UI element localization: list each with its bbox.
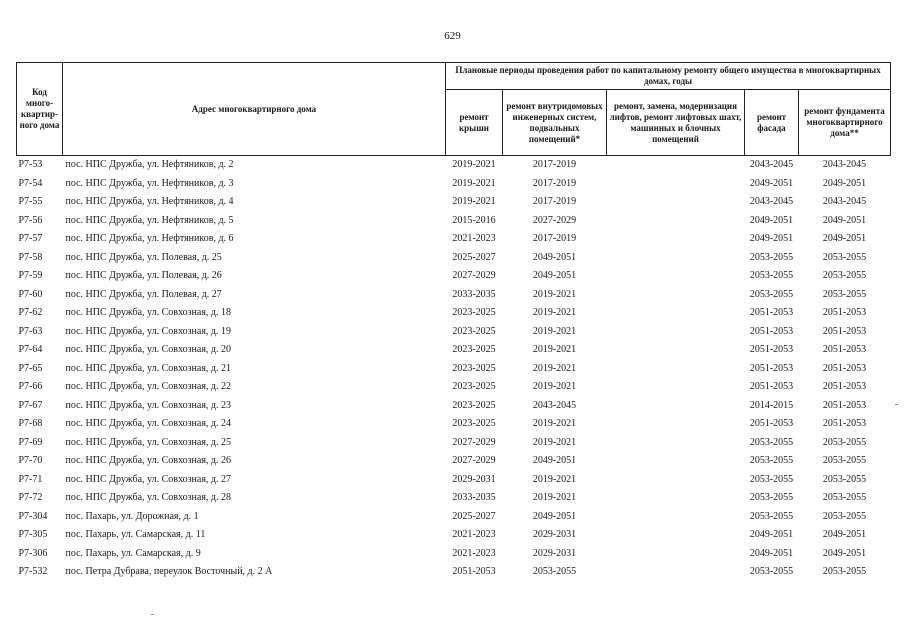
cell-code: Р7-69 xyxy=(18,436,43,448)
cell-lifts xyxy=(607,471,745,490)
cell-facade: 2053-2055 xyxy=(749,288,794,300)
cell-systems: 2019-2021 xyxy=(532,325,577,337)
cell-code: Р7-66 xyxy=(18,381,43,393)
cell-lifts xyxy=(607,397,745,416)
table-row xyxy=(17,156,891,175)
cell-code: Р7-305 xyxy=(18,529,48,541)
cell-address: пос. НПС Дружба, ул. Совхозная, д. 26 xyxy=(65,455,232,467)
header-foundation: ремонт фундамента многоквартирного дома** xyxy=(799,90,891,156)
cell-address: пос. Петра Дубрава, переулок Восточный, д. 2 А xyxy=(65,566,273,578)
cell-systems: 2019-2021 xyxy=(532,381,577,393)
cell-roof: 2021-2023 xyxy=(452,547,496,559)
cell-foundation: 2051-2053 xyxy=(822,399,867,411)
cell-roof: 2019-2021 xyxy=(452,177,496,189)
cell-address: пос. Пахарь, ул. Самарская, д. 11 xyxy=(65,529,206,541)
cell-roof: 2023-2025 xyxy=(452,399,496,411)
cell-address: пос. НПС Дружба, ул. Совхозная, д. 23 xyxy=(65,399,232,411)
cell-roof: 2023-2025 xyxy=(452,325,496,337)
cell-roof: 2021-2023 xyxy=(452,529,496,541)
cell-roof: 2027-2029 xyxy=(452,436,496,448)
cell-roof: 2033-2035 xyxy=(452,288,496,300)
cell-address: пос. НПС Дружба, ул. Совхозная, д. 28 xyxy=(65,492,232,504)
cell-roof: 2015-2016 xyxy=(452,214,496,226)
cell-systems: 2043-2045 xyxy=(532,399,577,411)
cell-address: пос. НПС Дружба, ул. Полевая, д. 26 xyxy=(65,270,222,282)
cell-code: Р7-56 xyxy=(18,214,43,226)
cell-code: Р7-54 xyxy=(18,177,43,189)
cell-facade: 2043-2045 xyxy=(749,159,794,171)
cell-code: Р7-64 xyxy=(18,344,43,356)
cell-systems: 2049-2051 xyxy=(532,455,577,467)
cell-facade: 2049-2051 xyxy=(749,233,794,245)
cell-address: пос. НПС Дружба, ул. Совхозная, д. 22 xyxy=(65,381,232,393)
cell-foundation: 2051-2053 xyxy=(822,325,867,337)
table-row xyxy=(17,267,891,286)
cell-systems: 2029-2031 xyxy=(532,547,577,559)
cell-lifts xyxy=(607,175,745,194)
cell-code: Р7-67 xyxy=(18,399,43,411)
cell-address: пос. НПС Дружба, ул. Нефтяников, д. 5 xyxy=(65,214,234,226)
table-row xyxy=(17,526,891,545)
cell-code: Р7-70 xyxy=(18,455,43,467)
cell-facade: 2053-2055 xyxy=(749,510,794,522)
cell-foundation: 2051-2053 xyxy=(822,307,867,319)
cell-code: Р7-72 xyxy=(18,492,43,504)
cell-address: пос. НПС Дружба, ул. Нефтяников, д. 3 xyxy=(65,177,234,189)
table-row xyxy=(17,434,891,453)
header-facade: ремонт фасада xyxy=(745,90,799,156)
table-row xyxy=(17,360,891,379)
table-row xyxy=(17,304,891,323)
cell-lifts xyxy=(607,341,745,360)
cell-foundation: 2053-2055 xyxy=(822,455,867,467)
cell-facade: 2053-2055 xyxy=(749,473,794,485)
cell-roof: 2025-2027 xyxy=(452,510,496,522)
table-row xyxy=(17,471,891,490)
cell-address: пос. НПС Дружба, ул. Совхозная, д. 24 xyxy=(65,418,232,430)
cell-lifts xyxy=(607,286,745,305)
scan-speck xyxy=(895,404,898,405)
cell-code: Р7-60 xyxy=(18,288,43,300)
cell-roof: 2019-2021 xyxy=(452,196,496,208)
table-row xyxy=(17,508,891,527)
table-row xyxy=(17,545,891,564)
cell-address: пос. НПС Дружба, ул. Совхозная, д. 21 xyxy=(65,362,232,374)
cell-address: пос. НПС Дружба, ул. Совхозная, д. 20 xyxy=(65,344,232,356)
cell-facade: 2051-2053 xyxy=(749,344,794,356)
cell-foundation: 2053-2055 xyxy=(822,251,867,263)
cell-foundation: 2049-2051 xyxy=(822,233,867,245)
header-systems: ремонт внутридомовых инженерных систем, подвальных помещений* xyxy=(503,90,607,156)
cell-address: пос. НПС Дружба, ул. Совхозная, д. 27 xyxy=(65,473,232,485)
cell-systems: 2053-2055 xyxy=(532,566,577,578)
table-row xyxy=(17,212,891,231)
cell-address: пос. НПС Дружба, ул. Совхозная, д. 18 xyxy=(65,307,232,319)
table-row xyxy=(17,452,891,471)
cell-facade: 2053-2055 xyxy=(749,270,794,282)
cell-facade: 2053-2055 xyxy=(749,436,794,448)
cell-foundation: 2053-2055 xyxy=(822,270,867,282)
cell-roof: 2023-2025 xyxy=(452,418,496,430)
cell-roof: 2023-2025 xyxy=(452,362,496,374)
cell-roof: 2033-2035 xyxy=(452,492,496,504)
cell-lifts xyxy=(607,249,745,268)
cell-systems: 2019-2021 xyxy=(532,344,577,356)
cell-foundation: 2053-2055 xyxy=(822,492,867,504)
cell-address: пос. НПС Дружба, ул. Совхозная, д. 25 xyxy=(65,436,232,448)
table-row xyxy=(17,286,891,305)
cell-facade: 2049-2051 xyxy=(749,547,794,559)
table-header xyxy=(17,63,891,156)
cell-systems: 2019-2021 xyxy=(532,288,577,300)
cell-lifts xyxy=(607,489,745,508)
cell-code: Р7-71 xyxy=(18,473,43,485)
page-number: 629 xyxy=(444,30,461,42)
cell-systems: 2049-2051 xyxy=(532,510,577,522)
header-roof: ремонт крыши xyxy=(446,90,503,156)
cell-lifts xyxy=(607,212,745,231)
cell-address: пос. Пахарь, ул. Дорожная, д. 1 xyxy=(65,510,199,522)
cell-code: Р7-65 xyxy=(18,362,43,374)
cell-foundation: 2051-2053 xyxy=(822,344,867,356)
cell-foundation: 2049-2051 xyxy=(822,177,867,189)
cell-lifts xyxy=(607,563,745,582)
cell-code: Р7-306 xyxy=(18,547,48,559)
cell-roof: 2019-2021 xyxy=(452,159,496,171)
cell-lifts xyxy=(607,508,745,527)
table-row xyxy=(17,397,891,416)
cell-roof: 2051-2053 xyxy=(452,566,496,578)
cell-foundation: 2051-2053 xyxy=(822,418,867,430)
cell-lifts xyxy=(607,230,745,249)
cell-facade: 2053-2055 xyxy=(749,455,794,467)
cell-systems: 2027-2029 xyxy=(532,214,577,226)
cell-lifts xyxy=(607,545,745,564)
cell-roof: 2025-2027 xyxy=(452,251,496,263)
cell-foundation: 2053-2055 xyxy=(822,566,867,578)
cell-address: пос. НПС Дружба, ул. Нефтяников, д. 2 xyxy=(65,159,234,171)
cell-facade: 2051-2053 xyxy=(749,362,794,374)
cell-facade: 2049-2051 xyxy=(749,214,794,226)
cell-lifts xyxy=(607,434,745,453)
cell-facade: 2051-2053 xyxy=(749,381,794,393)
cell-code: Р7-68 xyxy=(18,418,43,430)
scan-speck xyxy=(151,614,154,615)
cell-code: Р7-304 xyxy=(18,510,48,522)
cell-facade: 2051-2053 xyxy=(749,325,794,337)
cell-code: Р7-532 xyxy=(18,566,48,578)
cell-systems: 2029-2031 xyxy=(532,529,577,541)
cell-lifts xyxy=(607,415,745,434)
cell-foundation: 2051-2053 xyxy=(822,362,867,374)
cell-lifts xyxy=(607,193,745,212)
cell-address: пос. НПС Дружба, ул. Совхозная, д. 19 xyxy=(65,325,232,337)
cell-code: Р7-57 xyxy=(18,233,43,245)
cell-roof: 2027-2029 xyxy=(452,455,496,467)
cell-facade: 2053-2055 xyxy=(749,251,794,263)
cell-systems: 2019-2021 xyxy=(532,436,577,448)
cell-facade: 2014-2015 xyxy=(749,399,794,411)
cell-systems: 2017-2019 xyxy=(532,177,577,189)
cell-systems: 2049-2051 xyxy=(532,251,577,263)
cell-facade: 2051-2053 xyxy=(749,307,794,319)
cell-lifts xyxy=(607,323,745,342)
cell-address: пос. Пахарь, ул. Самарская, д. 9 xyxy=(65,547,201,559)
cell-systems: 2049-2051 xyxy=(532,270,577,282)
cell-systems: 2019-2021 xyxy=(532,307,577,319)
cell-foundation: 2053-2055 xyxy=(822,510,867,522)
cell-foundation: 2049-2051 xyxy=(822,529,867,541)
cell-systems: 2019-2021 xyxy=(532,492,577,504)
cell-foundation: 2053-2055 xyxy=(822,436,867,448)
cell-code: Р7-63 xyxy=(18,325,43,337)
cell-foundation: 2053-2055 xyxy=(822,473,867,485)
table-row xyxy=(17,193,891,212)
cell-roof: 2023-2025 xyxy=(452,381,496,393)
table-row xyxy=(17,341,891,360)
cell-roof: 2027-2029 xyxy=(452,270,496,282)
cell-systems: 2017-2019 xyxy=(532,233,577,245)
cell-foundation: 2049-2051 xyxy=(822,214,867,226)
cell-lifts xyxy=(607,267,745,286)
header-code: Код много-квартир-ного дома xyxy=(17,63,63,156)
cell-lifts xyxy=(607,378,745,397)
cell-roof: 2029-2031 xyxy=(452,473,496,485)
cell-facade: 2049-2051 xyxy=(749,177,794,189)
cell-address: пос. НПС Дружба, ул. Нефтяников, д. 4 xyxy=(65,196,234,208)
table-body xyxy=(17,156,891,582)
capital-repair-table xyxy=(16,62,891,582)
header-address: Адрес многоквартирного дома xyxy=(63,63,446,156)
cell-facade: 2053-2055 xyxy=(749,492,794,504)
cell-facade: 2051-2053 xyxy=(749,418,794,430)
cell-lifts xyxy=(607,452,745,471)
header-periods-title: Плановые периоды проведения работ по капитальному ремонту общего имущества в многоквартирных домах, годы xyxy=(446,63,891,90)
header-lifts: ремонт, замена, модернизация лифтов, ремонт лифтовых шахт, машинных и блочных помещений xyxy=(607,90,745,156)
table-row xyxy=(17,175,891,194)
cell-address: пос. НПС Дружба, ул. Нефтяников, д. 6 xyxy=(65,233,234,245)
cell-systems: 2017-2019 xyxy=(532,196,577,208)
cell-code: Р7-58 xyxy=(18,251,43,263)
cell-facade: 2049-2051 xyxy=(749,529,794,541)
cell-systems: 2019-2021 xyxy=(532,362,577,374)
table-row xyxy=(17,563,891,582)
cell-address: пос. НПС Дружба, ул. Полевая, д. 27 xyxy=(65,288,222,300)
cell-systems: 2019-2021 xyxy=(532,473,577,485)
cell-systems: 2017-2019 xyxy=(532,159,577,171)
cell-roof: 2021-2023 xyxy=(452,233,496,245)
cell-facade: 2053-2055 xyxy=(749,566,794,578)
cell-foundation: 2049-2051 xyxy=(822,547,867,559)
cell-code: Р7-55 xyxy=(18,196,43,208)
table-row xyxy=(17,249,891,268)
cell-foundation: 2053-2055 xyxy=(822,288,867,300)
table-row xyxy=(17,415,891,434)
cell-foundation: 2043-2045 xyxy=(822,196,867,208)
cell-code: Р7-62 xyxy=(18,307,43,319)
cell-foundation: 2051-2053 xyxy=(822,381,867,393)
table-row xyxy=(17,378,891,397)
cell-foundation: 2043-2045 xyxy=(822,159,867,171)
cell-code: Р7-53 xyxy=(18,159,43,171)
cell-lifts xyxy=(607,526,745,545)
table-row xyxy=(17,489,891,508)
cell-lifts xyxy=(607,360,745,379)
table-row xyxy=(17,323,891,342)
cell-address: пос. НПС Дружба, ул. Полевая, д. 25 xyxy=(65,251,222,263)
cell-facade: 2043-2045 xyxy=(749,196,794,208)
cell-roof: 2023-2025 xyxy=(452,307,496,319)
cell-roof: 2023-2025 xyxy=(452,344,496,356)
cell-lifts xyxy=(607,156,745,175)
cell-systems: 2019-2021 xyxy=(532,418,577,430)
table-row xyxy=(17,230,891,249)
cell-lifts xyxy=(607,304,745,323)
cell-code: Р7-59 xyxy=(18,270,43,282)
